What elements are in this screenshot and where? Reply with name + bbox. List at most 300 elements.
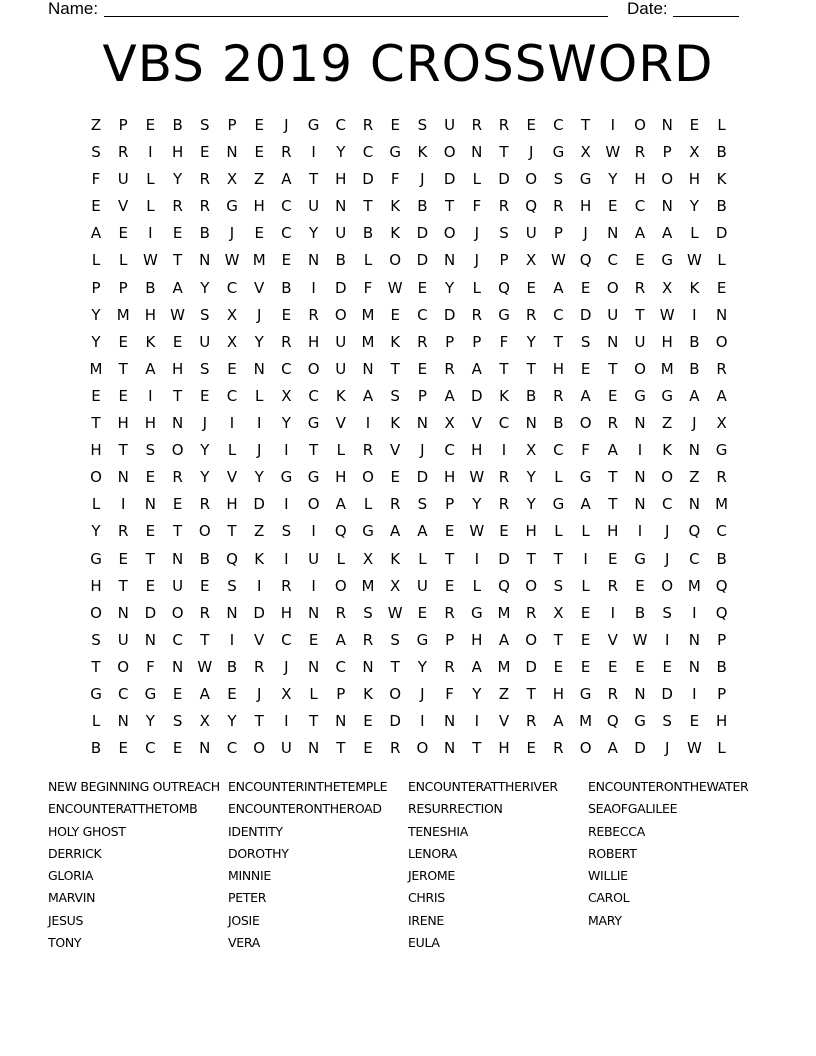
grid-letter[interactable]: S — [145, 441, 156, 460]
grid-letter[interactable]: S — [363, 603, 373, 622]
grid-letter[interactable]: U — [525, 224, 537, 243]
grid-letter[interactable]: R — [498, 495, 510, 514]
grid-letter[interactable]: G — [307, 468, 320, 487]
grid-letter[interactable]: E — [390, 305, 400, 324]
grid-letter[interactable]: Y — [472, 684, 482, 703]
grid-letter[interactable]: L — [91, 251, 101, 270]
grid-letter[interactable]: E — [689, 712, 700, 731]
grid-letter[interactable]: T — [553, 332, 563, 351]
grid-letter[interactable]: R — [444, 603, 455, 622]
grid-letter[interactable]: R — [471, 305, 483, 324]
grid-letter[interactable]: E — [254, 224, 264, 243]
grid-letter[interactable]: E — [580, 603, 591, 622]
grid-letter[interactable]: T — [309, 170, 319, 189]
grid-letter[interactable]: L — [336, 549, 345, 568]
grid-letter[interactable]: E — [526, 739, 536, 758]
grid-letter[interactable]: A — [471, 359, 482, 378]
grid-letter[interactable]: E — [118, 386, 128, 405]
grid-letter[interactable]: H — [144, 305, 157, 324]
grid-letter[interactable]: X — [226, 332, 238, 351]
grid-letter[interactable]: R — [362, 116, 374, 134]
grid-letter[interactable]: A — [580, 495, 591, 514]
grid-letter[interactable]: I — [311, 143, 316, 162]
grid-letter[interactable]: N — [525, 414, 537, 433]
grid-letter[interactable]: Y — [254, 468, 264, 487]
grid-letter[interactable]: M — [361, 305, 375, 324]
grid-letter[interactable]: P — [472, 332, 482, 351]
grid-letter[interactable]: V — [390, 441, 401, 460]
grid-letter[interactable]: E — [145, 576, 156, 595]
grid-letter[interactable]: K — [145, 332, 156, 351]
grid-letter[interactable]: T — [608, 359, 618, 378]
grid-letter[interactable]: B — [145, 278, 156, 297]
grid-letter[interactable]: T — [472, 739, 482, 758]
grid-letter[interactable]: P — [717, 684, 727, 703]
grid-letter[interactable]: D — [525, 657, 537, 676]
grid-letter[interactable]: N — [607, 224, 619, 243]
grid-letter[interactable]: P — [553, 224, 563, 243]
grid-letter[interactable]: I — [256, 414, 262, 433]
grid-letter[interactable]: I — [501, 441, 507, 460]
grid-letter[interactable]: H — [471, 630, 483, 649]
grid-letter[interactable]: L — [554, 468, 563, 487]
grid-letter[interactable]: J — [664, 549, 670, 568]
grid-letter[interactable]: U — [607, 305, 619, 324]
grid-letter[interactable]: N — [362, 359, 374, 378]
grid-letter[interactable]: Q — [715, 603, 728, 622]
grid-letter[interactable]: C — [689, 549, 700, 568]
grid-letter[interactable]: Y — [608, 170, 618, 189]
grid-letter[interactable]: C — [553, 305, 564, 324]
grid-letter[interactable]: N — [634, 414, 646, 433]
grid-letter[interactable]: A — [199, 684, 210, 703]
grid-letter[interactable]: L — [91, 712, 101, 731]
grid-letter[interactable]: R — [525, 305, 537, 324]
grid-letter[interactable]: N — [443, 251, 456, 270]
grid-letter[interactable]: J — [474, 251, 480, 270]
grid-letter[interactable]: E — [172, 224, 183, 243]
grid-letter[interactable]: T — [118, 576, 128, 595]
grid-letter[interactable]: D — [335, 278, 347, 297]
grid-letter[interactable]: T — [553, 630, 563, 649]
grid-letter[interactable]: J — [420, 684, 425, 703]
grid-letter[interactable]: E — [444, 576, 455, 595]
grid-letter[interactable]: B — [553, 414, 564, 433]
grid-letter[interactable]: R — [199, 495, 211, 514]
grid-letter[interactable]: F — [581, 441, 590, 460]
grid-letter[interactable]: Y — [200, 278, 210, 297]
grid-letter[interactable]: X — [689, 143, 700, 162]
grid-letter[interactable]: E — [254, 116, 264, 134]
grid-letter[interactable]: O — [634, 359, 646, 378]
grid-letter[interactable]: M — [579, 712, 593, 731]
grid-letter[interactable]: L — [472, 170, 481, 189]
grid-letter[interactable]: N — [253, 359, 265, 378]
grid-letter[interactable]: B — [199, 224, 210, 243]
grid-letter[interactable]: C — [634, 197, 646, 216]
grid-letter[interactable]: Z — [662, 414, 673, 433]
grid-letter[interactable]: E — [417, 603, 428, 622]
grid-letter[interactable]: Y — [689, 197, 699, 216]
grid-letter[interactable]: V — [607, 630, 618, 649]
grid-letter[interactable]: T — [608, 495, 618, 514]
grid-letter[interactable]: K — [716, 170, 727, 189]
grid-letter[interactable]: C — [281, 359, 292, 378]
grid-letter[interactable]: C — [226, 739, 238, 758]
grid-letter[interactable]: L — [227, 441, 237, 460]
grid-letter[interactable]: O — [90, 468, 102, 487]
grid-letter[interactable]: D — [416, 224, 429, 243]
grid-letter[interactable]: A — [634, 224, 646, 243]
grid-letter[interactable]: Y — [200, 441, 210, 460]
grid-letter[interactable]: C — [281, 197, 292, 216]
grid-letter[interactable]: Y — [91, 522, 101, 541]
grid-letter[interactable]: V — [226, 468, 238, 487]
grid-letter[interactable]: P — [91, 278, 101, 297]
grid-letter[interactable]: J — [664, 522, 670, 541]
grid-letter[interactable]: H — [307, 332, 320, 351]
grid-letter[interactable]: Y — [91, 332, 101, 351]
grid-letter[interactable]: Z — [90, 116, 102, 134]
grid-letter[interactable]: N — [443, 739, 456, 758]
grid-letter[interactable]: I — [311, 278, 316, 297]
grid-letter[interactable]: R — [389, 495, 401, 514]
grid-letter[interactable]: H — [471, 441, 483, 460]
grid-letter[interactable]: V — [471, 414, 482, 433]
grid-letter[interactable]: N — [171, 657, 184, 676]
grid-letter[interactable]: R — [553, 197, 564, 216]
grid-letter[interactable]: A — [444, 386, 455, 405]
grid-letter[interactable]: P — [227, 116, 237, 134]
grid-letter[interactable]: A — [145, 359, 156, 378]
grid-letter[interactable]: T — [499, 359, 509, 378]
grid-letter[interactable]: E — [444, 522, 455, 541]
grid-letter[interactable]: I — [420, 712, 425, 731]
grid-letter[interactable]: B — [689, 359, 700, 378]
grid-letter[interactable]: U — [416, 576, 428, 595]
grid-letter[interactable]: X — [281, 386, 292, 405]
grid-letter[interactable]: D — [144, 603, 157, 622]
grid-letter[interactable]: W — [686, 739, 702, 758]
grid-letter[interactable]: G — [579, 684, 592, 703]
grid-letter[interactable]: E — [689, 116, 700, 134]
grid-letter[interactable]: E — [200, 143, 210, 162]
grid-letter[interactable]: H — [335, 170, 347, 189]
grid-letter[interactable]: I — [311, 576, 316, 595]
grid-letter[interactable]: L — [91, 495, 101, 514]
grid-letter[interactable]: G — [362, 522, 374, 541]
grid-letter[interactable]: R — [335, 603, 347, 622]
grid-letter[interactable]: J — [284, 116, 289, 134]
grid-letter[interactable]: Z — [254, 522, 265, 541]
grid-letter[interactable]: A — [335, 495, 346, 514]
grid-letter[interactable]: R — [362, 630, 374, 649]
grid-letter[interactable]: B — [199, 549, 210, 568]
grid-letter[interactable]: I — [610, 116, 616, 134]
grid-letter[interactable]: D — [416, 251, 429, 270]
grid-letter[interactable]: I — [148, 224, 153, 243]
grid-letter[interactable]: O — [171, 603, 184, 622]
grid-letter[interactable]: G — [144, 684, 157, 703]
grid-letter[interactable]: S — [91, 630, 101, 649]
grid-letter[interactable]: C — [607, 251, 619, 270]
grid-letter[interactable]: P — [417, 386, 427, 405]
grid-letter[interactable]: H — [579, 197, 592, 216]
grid-letter[interactable]: H — [498, 739, 510, 758]
grid-letter[interactable]: K — [335, 386, 346, 405]
grid-letter[interactable]: B — [90, 739, 102, 758]
grid-letter[interactable]: Y — [281, 414, 291, 433]
grid-letter[interactable]: T — [390, 359, 400, 378]
grid-letter[interactable]: H — [607, 522, 619, 541]
grid-letter[interactable]: R — [199, 603, 211, 622]
grid-letter[interactable]: L — [255, 386, 264, 405]
grid-letter[interactable]: Y — [472, 495, 482, 514]
grid-letter[interactable]: B — [281, 278, 292, 297]
grid-letter[interactable]: B — [526, 386, 537, 405]
grid-letter[interactable]: S — [390, 630, 400, 649]
grid-letter[interactable]: H — [661, 332, 673, 351]
grid-letter[interactable]: E — [254, 143, 264, 162]
grid-letter[interactable]: H — [90, 441, 102, 460]
grid-letter[interactable]: M — [116, 305, 130, 324]
grid-letter[interactable]: A — [90, 224, 102, 243]
grid-letter[interactable]: N — [307, 739, 320, 758]
grid-letter[interactable]: N — [634, 684, 646, 703]
grid-letter[interactable]: J — [256, 305, 262, 324]
grid-letter[interactable]: C — [117, 684, 129, 703]
grid-letter[interactable]: C — [308, 386, 319, 405]
grid-letter[interactable]: E — [118, 549, 128, 568]
grid-letter[interactable]: U — [335, 359, 347, 378]
grid-letter[interactable]: S — [662, 603, 672, 622]
grid-letter[interactable]: O — [198, 522, 211, 541]
grid-letter[interactable]: N — [171, 549, 184, 568]
grid-letter[interactable]: R — [525, 712, 537, 731]
grid-letter[interactable]: P — [717, 630, 727, 649]
grid-letter[interactable]: M — [715, 495, 729, 514]
grid-letter[interactable]: O — [389, 251, 402, 270]
grid-letter[interactable]: Y — [526, 468, 536, 487]
grid-letter[interactable]: H — [552, 359, 565, 378]
grid-letter[interactable]: O — [443, 224, 456, 243]
grid-letter[interactable]: J — [664, 739, 670, 758]
grid-letter[interactable]: N — [634, 468, 646, 487]
grid-letter[interactable]: I — [474, 712, 480, 731]
grid-letter[interactable]: E — [227, 684, 237, 703]
grid-letter[interactable]: Y — [200, 468, 210, 487]
grid-letter[interactable]: B — [716, 143, 727, 162]
grid-letter[interactable]: B — [335, 251, 346, 270]
grid-letter[interactable]: U — [308, 197, 320, 216]
grid-letter[interactable]: S — [553, 576, 564, 595]
grid-letter[interactable]: W — [550, 251, 566, 270]
grid-letter[interactable]: O — [525, 170, 538, 189]
grid-letter[interactable]: X — [444, 414, 455, 433]
grid-letter[interactable]: D — [634, 739, 646, 758]
grid-letter[interactable]: E — [580, 278, 591, 297]
grid-letter[interactable]: W — [387, 603, 403, 622]
grid-letter[interactable]: W — [686, 251, 702, 270]
grid-letter[interactable]: T — [309, 441, 319, 460]
grid-letter[interactable]: K — [390, 332, 401, 351]
grid-letter[interactable]: E — [608, 549, 618, 568]
grid-letter[interactable]: K — [363, 684, 373, 703]
grid-letter[interactable]: C — [417, 305, 428, 324]
grid-letter[interactable]: O — [661, 576, 674, 595]
grid-letter[interactable]: N — [607, 332, 619, 351]
grid-letter[interactable]: P — [336, 684, 346, 703]
grid-letter[interactable]: W — [387, 278, 403, 297]
grid-letter[interactable]: N — [226, 603, 238, 622]
grid-letter[interactable]: J — [692, 414, 697, 433]
grid-letter[interactable]: I — [583, 549, 588, 568]
grid-letter[interactable]: E — [118, 739, 128, 758]
grid-letter[interactable]: E — [608, 386, 618, 405]
grid-letter[interactable]: X — [526, 251, 537, 270]
grid-letter[interactable]: N — [661, 116, 673, 134]
grid-letter[interactable]: I — [229, 630, 235, 649]
grid-letter[interactable]: A — [607, 441, 618, 460]
grid-letter[interactable]: K — [254, 549, 265, 568]
grid-letter[interactable]: C — [553, 116, 564, 134]
grid-letter[interactable]: O — [253, 739, 266, 758]
grid-letter[interactable]: I — [692, 603, 697, 622]
grid-letter[interactable]: N — [715, 305, 728, 324]
grid-letter[interactable]: X — [580, 143, 591, 162]
grid-letter[interactable]: R — [172, 197, 183, 216]
grid-letter[interactable]: T — [173, 251, 183, 270]
grid-letter[interactable]: B — [689, 332, 700, 351]
grid-letter[interactable]: E — [608, 657, 618, 676]
grid-letter[interactable]: U — [172, 576, 184, 595]
grid-letter[interactable]: Y — [336, 143, 346, 162]
grid-letter[interactable]: T — [445, 197, 455, 216]
grid-letter[interactable]: N — [443, 712, 456, 731]
grid-letter[interactable]: M — [361, 576, 375, 595]
grid-letter[interactable]: E — [635, 657, 645, 676]
grid-letter[interactable]: H — [171, 143, 184, 162]
grid-letter[interactable]: G — [280, 468, 293, 487]
grid-letter[interactable]: P — [445, 332, 455, 351]
grid-letter[interactable]: G — [389, 143, 401, 162]
grid-letter[interactable]: J — [583, 224, 588, 243]
grid-letter[interactable]: T — [118, 359, 128, 378]
grid-letter[interactable]: H — [253, 197, 265, 216]
grid-letter[interactable]: E — [172, 495, 183, 514]
grid-letter[interactable]: H — [634, 170, 646, 189]
grid-letter[interactable]: G — [307, 414, 320, 433]
grid-letter[interactable]: M — [660, 359, 674, 378]
grid-letter[interactable]: W — [469, 468, 485, 487]
grid-letter[interactable]: N — [307, 603, 320, 622]
grid-letter[interactable]: T — [390, 657, 400, 676]
grid-letter[interactable]: R — [117, 522, 129, 541]
grid-letter[interactable]: D — [389, 712, 401, 731]
grid-letter[interactable]: O — [661, 170, 674, 189]
grid-letter[interactable]: E — [363, 712, 373, 731]
grid-letter[interactable]: L — [472, 278, 481, 297]
grid-letter[interactable]: C — [444, 441, 455, 460]
grid-letter[interactable]: Y — [417, 657, 427, 676]
grid-letter[interactable]: G — [579, 170, 592, 189]
grid-letter[interactable]: G — [307, 116, 320, 134]
grid-letter[interactable]: E — [662, 657, 672, 676]
grid-letter[interactable]: H — [226, 495, 238, 514]
grid-letter[interactable]: O — [171, 441, 184, 460]
grid-letter[interactable]: O — [606, 278, 619, 297]
grid-letter[interactable]: I — [474, 549, 480, 568]
grid-letter[interactable]: R — [607, 576, 619, 595]
grid-letter[interactable]: Z — [254, 170, 265, 189]
grid-letter[interactable]: O — [307, 495, 320, 514]
grid-letter[interactable]: R — [281, 332, 292, 351]
grid-letter[interactable]: I — [692, 684, 697, 703]
grid-letter[interactable]: O — [634, 116, 646, 134]
grid-letter[interactable]: F — [499, 332, 509, 351]
grid-letter[interactable]: M — [361, 332, 375, 351]
grid-letter[interactable]: D — [416, 468, 429, 487]
grid-letter[interactable]: L — [336, 441, 345, 460]
grid-letter[interactable]: S — [91, 143, 101, 162]
grid-letter[interactable]: J — [256, 684, 262, 703]
grid-letter[interactable]: R — [199, 170, 211, 189]
grid-letter[interactable]: B — [716, 197, 727, 216]
grid-letter[interactable]: R — [253, 657, 265, 676]
grid-letter[interactable]: E — [145, 116, 156, 134]
grid-letter[interactable]: R — [444, 657, 455, 676]
grid-letter[interactable]: Q — [688, 522, 701, 541]
grid-letter[interactable]: Y — [526, 332, 536, 351]
grid-letter[interactable]: T — [254, 712, 264, 731]
grid-letter[interactable]: R — [389, 739, 401, 758]
grid-letter[interactable]: T — [499, 143, 509, 162]
grid-letter[interactable]: E — [417, 359, 428, 378]
grid-letter[interactable]: L — [146, 197, 155, 216]
grid-letter[interactable]: F — [390, 170, 400, 189]
grid-letter[interactable]: P — [662, 143, 672, 162]
grid-letter[interactable]: C — [661, 495, 673, 514]
grid-letter[interactable]: E — [580, 657, 591, 676]
grid-letter[interactable]: L — [717, 251, 726, 270]
grid-letter[interactable]: J — [202, 414, 208, 433]
grid-letter[interactable]: E — [417, 278, 428, 297]
grid-letter[interactable]: J — [528, 143, 534, 162]
grid-letter[interactable]: S — [281, 522, 292, 541]
grid-letter[interactable]: R — [553, 386, 564, 405]
grid-letter[interactable]: H — [280, 603, 293, 622]
grid-letter[interactable]: D — [498, 170, 510, 189]
grid-letter[interactable]: R — [417, 332, 428, 351]
grid-letter[interactable]: I — [692, 305, 697, 324]
grid-letter[interactable]: Y — [145, 712, 155, 731]
grid-letter[interactable]: E — [227, 359, 237, 378]
grid-letter[interactable]: M — [687, 576, 701, 595]
grid-letter[interactable]: I — [148, 143, 153, 162]
grid-letter[interactable]: P — [118, 278, 128, 297]
grid-letter[interactable]: T — [553, 549, 563, 568]
grid-letter[interactable]: I — [229, 414, 235, 433]
grid-letter[interactable]: T — [526, 684, 536, 703]
grid-letter[interactable]: P — [499, 251, 509, 270]
grid-letter[interactable]: E — [608, 197, 618, 216]
grid-letter[interactable]: G — [552, 143, 565, 162]
grid-letter[interactable]: K — [390, 224, 401, 243]
grid-letter[interactable]: D — [715, 224, 728, 243]
grid-letter[interactable]: Q — [226, 549, 238, 568]
grid-letter[interactable]: E — [91, 386, 101, 405]
grid-letter[interactable]: F — [445, 684, 454, 703]
